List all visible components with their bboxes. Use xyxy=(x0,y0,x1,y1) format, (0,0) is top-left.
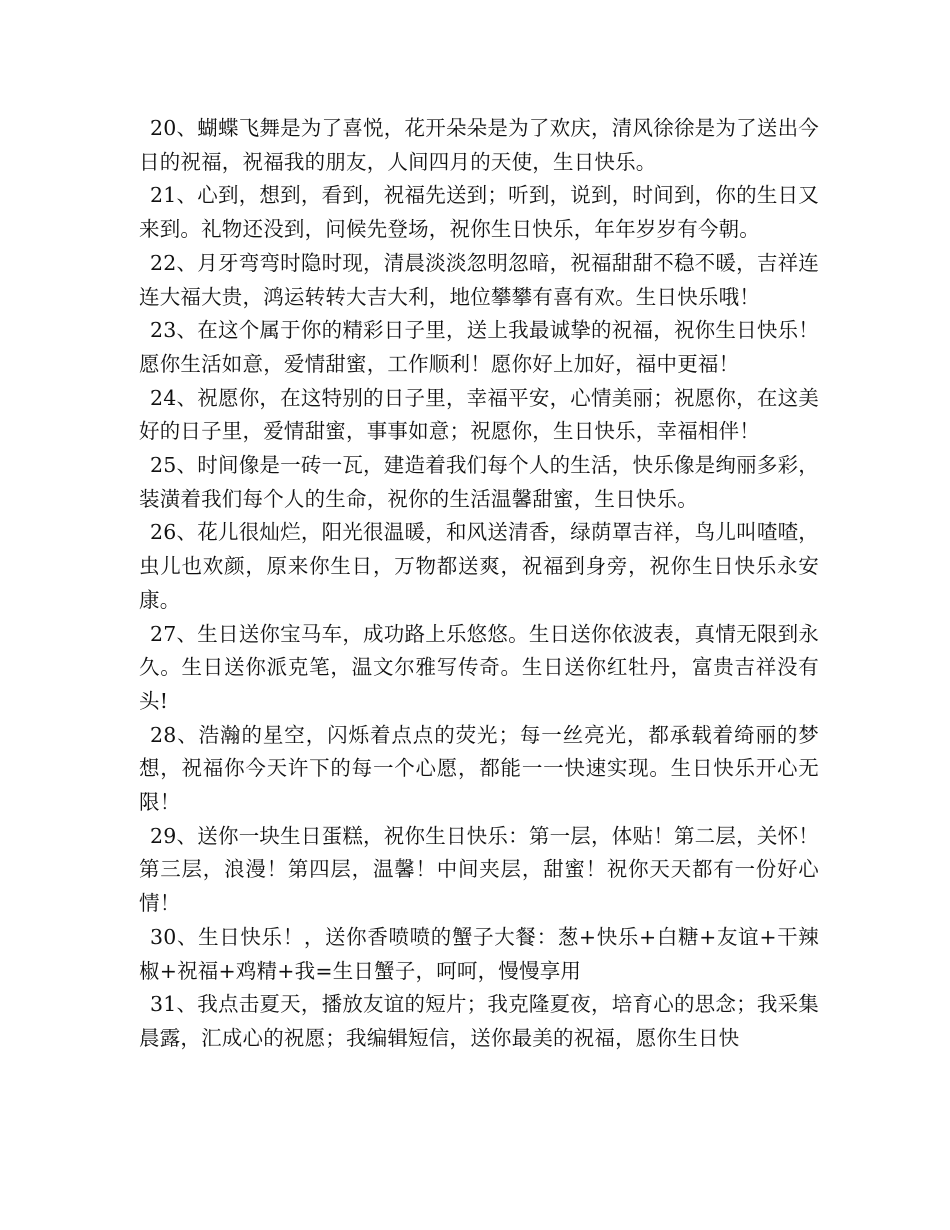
paragraph-22: 22、月牙弯弯时隐时现，清晨淡淡忽明忽暗，祝福甜甜不稳不暖，吉祥连连大福大贵，鸿运转转大吉大利，地位攀攀有喜有欢。生日快乐哦！ xyxy=(139,250,819,309)
document-body xyxy=(139,112,819,1056)
paragraph-25: 25、时间像是一砖一瓦，建造着我们每个人的生活，快乐像是绚丽多彩，装潢着我们每个人的生命，祝你的生活温馨甜蜜，生日快乐。 xyxy=(139,453,819,511)
paragraph-24: 24、祝愿你，在这特别的日子里，幸福平安，心情美丽；祝愿你，在这美好的日子里，爱情甜蜜，事事如意；祝愿你，生日快乐，幸福相伴！ xyxy=(139,385,819,444)
paragraph-27: 27、生日送你宝马车，成功路上乐悠悠。生日送你依波表，真情无限到永久。生日送你派克笔，温文尔雅写传奇。生日送你红牡丹，富贵吉祥没有头! xyxy=(139,621,819,713)
paragraph-30: 30、生日快乐！，送你香喷喷的蟹子大餐：葱+快乐+白糖+友谊+干辣椒+祝福+鸡精+我=生日蟹子，呵呵，慢慢享用 xyxy=(139,924,820,983)
paragraph-20: 20、蝴蝶飞舞是为了喜悦，花开朵朵是为了欢庆，清风徐徐是为了送出今日的祝福，祝福我的朋友，人间四月的天使，生日快乐。 xyxy=(139,116,819,174)
paragraph-28: 28、浩瀚的星空，闪烁着点点的荧光；每一丝亮光，都承载着绮丽的梦想，祝福你今天许下的每一个心愿，都能一一快速实现。生日快乐开心无限！ xyxy=(139,722,819,815)
paragraph-29: 29、送你一块生日蛋糕，祝你生日快乐：第一层，体贴！第二层，关怀！第三层，浪漫！第四层，温馨！中间夹层，甜蜜！祝你天天都有一份好心情！ xyxy=(139,823,819,916)
paragraph-21: 21、心到，想到，看到，祝福先送到；听到，说到，时间到，你的生日又来到。礼物还没到，问候先登场，祝你生日快乐，年年岁岁有今朝。 xyxy=(139,183,819,242)
paragraph-31: 31、我点击夏天，播放友谊的短片；我克隆夏夜，培育心的思念；我采集晨露，汇成心的祝愿；我编辑短信，送你最美的祝福，愿你生日快 xyxy=(139,992,819,1050)
paragraph-23: 23、在这个属于你的精彩日子里，送上我最诚挚的祝福，祝你生日快乐！愿你生活如意，爱情甜蜜，工作顺利！愿你好上加好，福中更福！ xyxy=(139,318,819,376)
paragraph-26: 26、花儿很灿烂，阳光很温暖，和风送清香，绿荫罩吉祥，鸟儿叫喳喳，虫儿也欢颜，原来你生日，万物都送爽，祝福到身旁，祝你生日快乐永安康。 xyxy=(139,520,819,612)
